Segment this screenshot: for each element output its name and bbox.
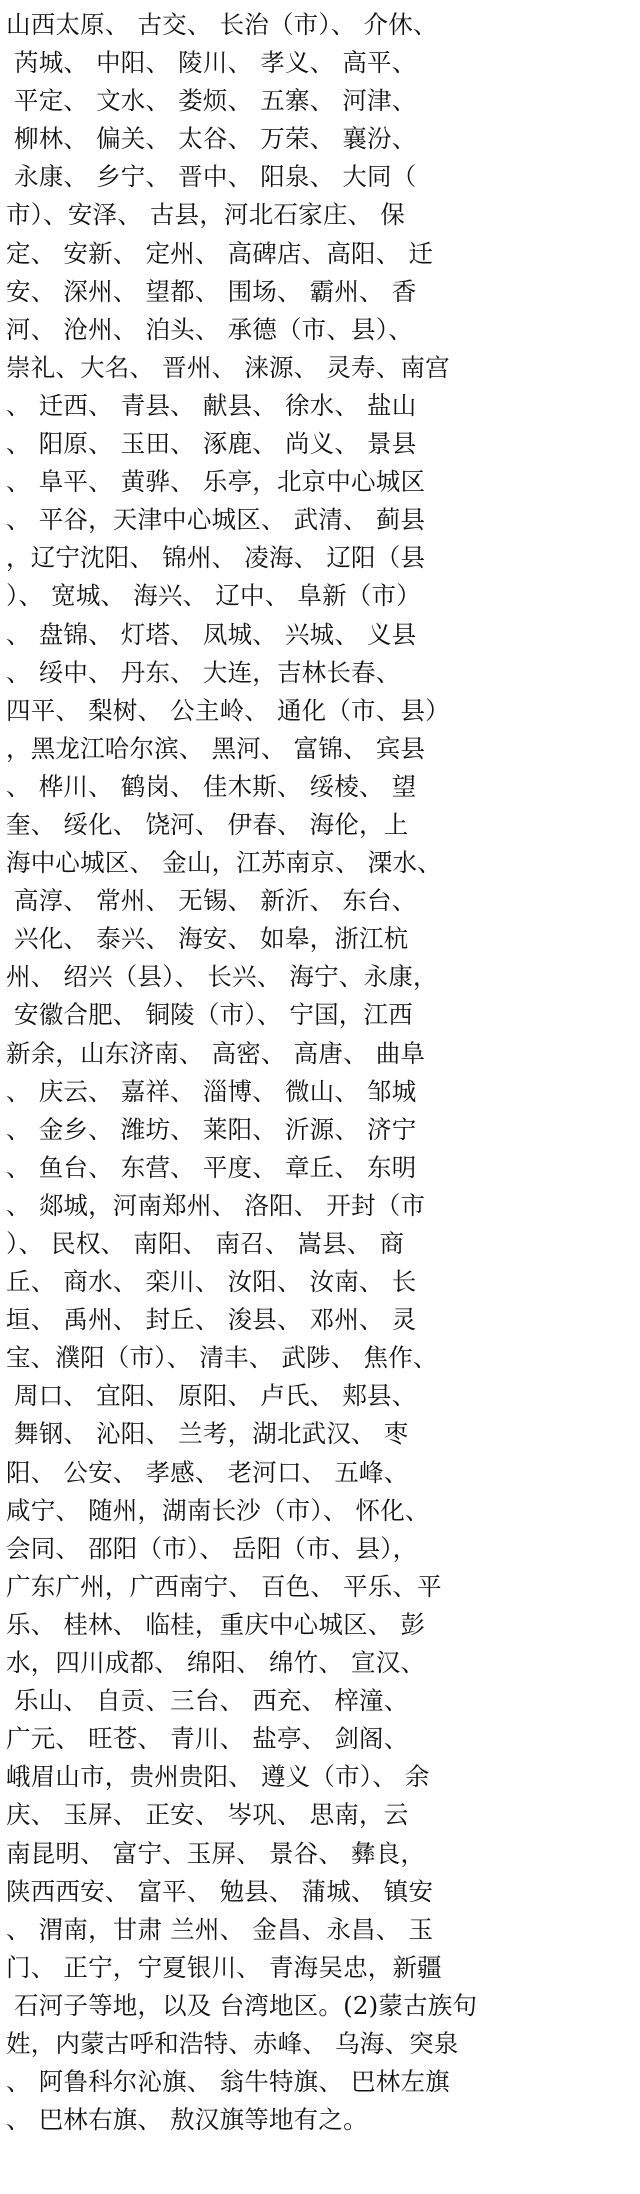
text-line-47: 峨眉山市，贵州贵阳、 遵义（市）、 余 <box>6 1762 430 1792</box>
text-line-2: 芮城、 中阳、 陵川、 孝义、 高平、 <box>6 48 417 78</box>
text-line-52: 门、 正宁，宁夏银川、 青海吴忠，新疆 <box>6 1952 442 1982</box>
text-line-22: 奎、 绥化、 饶河、 伊春、 海伦，上 <box>6 809 409 839</box>
text-line-11: 、 迁西、 青县、 献县、 徐水、 盐山 <box>6 390 417 420</box>
text-line-49: 南昆明、 富宁、玉屏、 景谷、 彝良， <box>6 1838 426 1868</box>
text-line-17: 、 盘锦、 灯塔、 凤城、 兴城、 义县 <box>6 619 417 649</box>
text-line-56: 、 巴林右旗、 敖汉旗等地有之。 <box>6 2105 368 2135</box>
text-line-14: 、 平谷，天津中心城区、 武清、 蓟县 <box>6 505 426 535</box>
text-line-3: 平定、 文水、 娄烦、 五寨、 河津、 <box>6 86 417 116</box>
text-line-54: 姓，内蒙古呼和浩特、赤峰、 乌海、突泉 <box>6 2028 459 2058</box>
text-line-12: 、 阳原、 玉田、 涿鹿、 尚义、 景县 <box>6 429 417 459</box>
text-line-33: ）、 民权、 南阳、 南召、 嵩县、 商 <box>6 1229 405 1258</box>
text-line-15: ，辽宁沈阳、 锦州、 凌海、 辽阳（县 <box>6 543 426 573</box>
text-line-18: 、 绥中、 丹东、 大连，吉林长春、 <box>6 657 401 687</box>
text-line-25: 兴化、 泰兴、 海安、 如皋，浙江杭 <box>6 924 409 954</box>
text-line-40: 咸宁、 随州，湖南长沙（市）、 怀化、 <box>6 1495 430 1525</box>
text-line-1: 山西太原、 古交、 长治（市）、 介休、 <box>6 10 438 39</box>
text-line-35: 垣、 禹州、 封丘、 浚县、 邓州、 灵 <box>6 1305 417 1335</box>
text-line-26: 州、 绍兴（县）、 长兴、 海宁、永康， <box>6 962 438 992</box>
text-line-6: 市）、安泽、 古县，河北石家庄、 保 <box>6 200 405 230</box>
text-line-20: ，黑龙江哈尔滨、 黑河、 富锦、 宾县 <box>6 733 426 763</box>
text-line-29: 、 庆云、 嘉祥、 淄博、 微山、 邹城 <box>6 1076 417 1106</box>
text-line-9: 河、 沧州、 泊头、 承德（市、县）、 <box>6 314 413 344</box>
text-line-21: 、 桦川、 鹤岗、 佳木斯、 绥棱、 望 <box>6 771 417 801</box>
text-line-37: 周口、 宜阳、 原阳、 卢氏、 郏县、 <box>6 1381 417 1411</box>
text-line-36: 宝、濮阳（市）、 清丰、 武陟、 焦作、 <box>6 1343 438 1373</box>
text-line-32: 、 郯城，河南郑州、 洛阳、 开封（市 <box>6 1190 426 1220</box>
text-line-53: 石河子等地，以及 台湾地区。(2)蒙古族句 <box>6 1990 478 2020</box>
text-line-19: 四平、 梨树、 公主岭、 通化（市、县） <box>6 695 450 725</box>
text-line-28: 新余，山东济南、 高密、 高唐、 曲阜 <box>6 1038 426 1068</box>
text-line-41: 会同、 邵阳（市）、 岳阳（市、县）， <box>6 1533 418 1563</box>
text-line-57 <box>6 2139 636 2177</box>
text-line-48: 庆、 玉屏、 正安、 岑巩、 思南，云 <box>6 1800 409 1830</box>
text-line-4: 柳林、 偏关、 太谷、 万荣、 襄汾、 <box>6 124 417 154</box>
text-line-5: 永康、 乡宁、 晋中、 阳泉、 大同（ <box>6 162 417 192</box>
text-line-30: 、 金乡、 潍坊、 莱阳、 沂源、 济宁 <box>6 1114 417 1144</box>
text-line-7: 定、 安新、 定州、 高碑店、高阳、 迁 <box>6 238 434 268</box>
text-line-43: 乐、 桂林、 临桂，重庆中心城区、 彭 <box>6 1609 426 1639</box>
text-line-27: 安徽合肥、 铜陵（市）、 宁国，江西 <box>6 1000 413 1030</box>
text-line-42: 广东广州，广西南宁、 百色、 平乐、平 <box>6 1571 442 1601</box>
text-line-55: 、 阿鲁科尔沁旗、 翁牛特旗、 巴林左旗 <box>6 2067 450 2097</box>
text-line-45: 乐山、 自贡、三台、 西充、 梓潼、 <box>6 1686 409 1716</box>
text-line-31: 、 鱼台、 东营、 平度、 章丘、 东明 <box>6 1152 417 1182</box>
text-line-34: 丘、 商水、 栾川、 汝阳、 汝南、 长 <box>6 1267 417 1297</box>
text-line-23: 海中心城区、 金山，江苏南京、 溧水、 <box>6 848 442 878</box>
text-line-8: 安、 深州、 望都、 围场、 霸州、 香 <box>6 276 417 306</box>
text-line-44: 水，四川成都、 绵阳、 绵竹、 宣汉、 <box>6 1648 426 1678</box>
document-text <box>6 6 636 2177</box>
text-line-39: 阳、 公安、 孝感、 老河口、 五峰、 <box>6 1457 409 1487</box>
text-line-50: 陕西西安、 富平、 勉县、 蒲城、 镇安 <box>6 1876 434 1906</box>
text-line-38: 舞钢、 沁阳、 兰考，湖北武汉、 枣 <box>6 1419 409 1449</box>
text-line-16: ）、 宽城、 海兴、 辽中、 阜新（市） <box>6 581 421 611</box>
text-line-51: 、 渭南，甘肃 兰州、 金昌、永昌、 玉 <box>6 1914 434 1944</box>
text-line-13: 、 阜平、 黄骅、 乐亭，北京中心城区 <box>6 467 426 497</box>
text-line-46: 广元、 旺苍、 青川、 盐亭、 剑阁、 <box>6 1724 409 1754</box>
text-line-24: 高淳、 常州、 无锡、 新沂、 东台、 <box>6 886 417 916</box>
text-line-10: 崇礼、大名、 晋州、 涞源、 灵寿、南宫 <box>6 352 450 382</box>
